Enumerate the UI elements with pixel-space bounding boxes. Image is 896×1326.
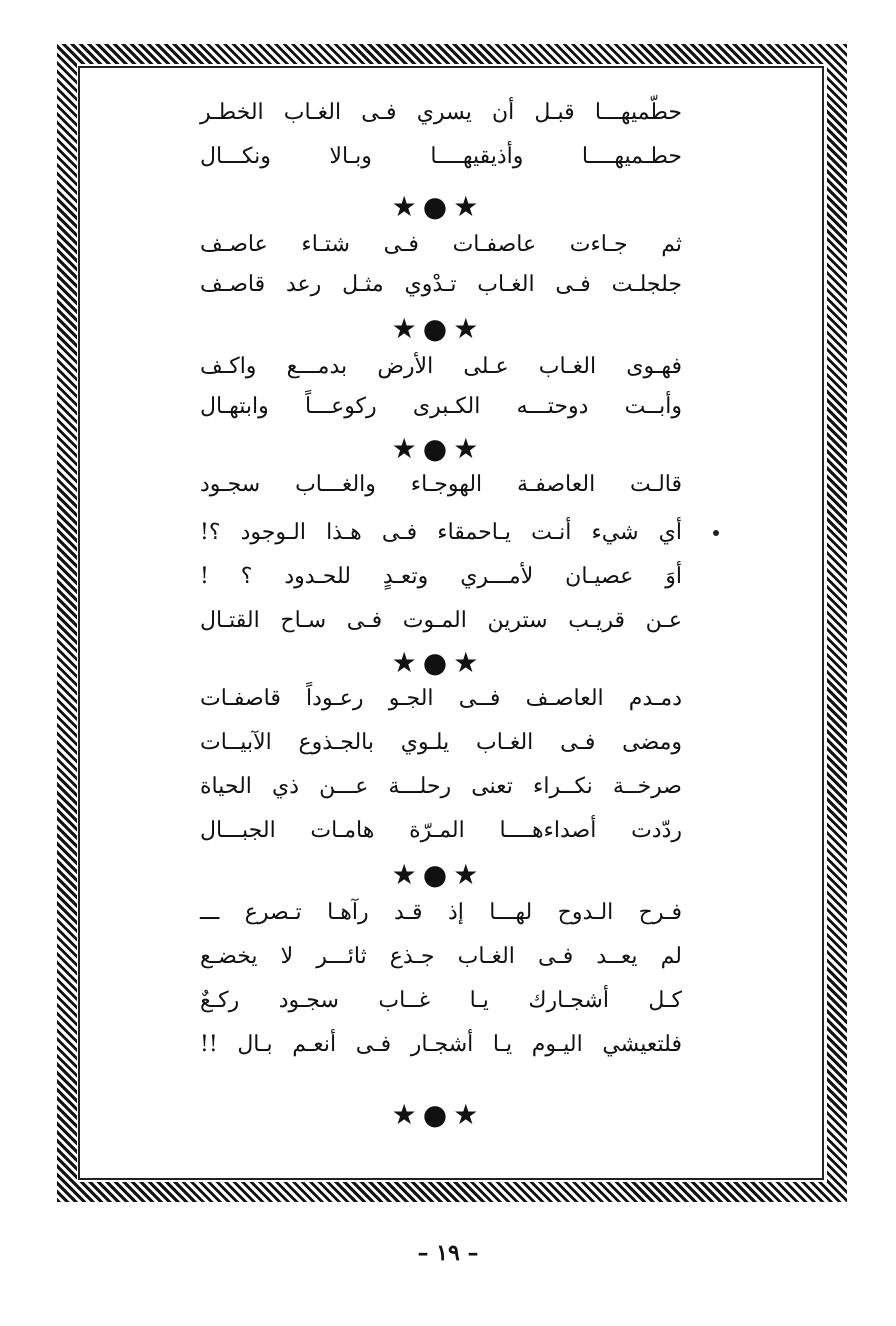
- stanza-separator: ★●★: [391, 432, 485, 465]
- verse-line: حطّميهـــا قبـل أن يسري فـى الغـاب الخطـر: [200, 100, 682, 125]
- stanza-separator: ★●★: [391, 190, 485, 223]
- verse-line: لم يعــد فـى الغـاب جـذع ثائـــر لا يخضـع: [200, 944, 682, 969]
- verse-line: عـن قريـب سترين المـوت فـى سـاح القتـال: [200, 608, 682, 633]
- verse-line: حطـميهــــا وأذيقيهــــا وبـالا ونكـــال: [200, 144, 682, 169]
- stanza-separator: ★●★: [391, 858, 485, 891]
- verse-line: ثم جـاءت عاصفـات فـى شتـاء عاصـف: [200, 232, 682, 257]
- page-number: – ١٩ –: [417, 1240, 479, 1266]
- verse-line: جلجلـت فـى الغـاب تـدْوي مثـل رعد قاصـف: [200, 272, 682, 297]
- verse-line: أي شيء أنـت يـاحمقاء فـى هـذا الـوجود ؟!: [200, 520, 682, 545]
- verse-line: ردّدت أصداءهــــا المـرّة هامـات الجبـــال: [200, 818, 682, 843]
- verse-line: فلتعيشي اليـوم يـا أشجـار فـى أنعـم بـال !!: [200, 1032, 682, 1057]
- verse-line: قالـت العاصفـة الهوجـاء والغـــاب سجـود: [200, 472, 682, 497]
- verse-line: فـرح الـدوح لهـــا إذ قـد رآهـا تـصرع ـــ: [200, 900, 682, 925]
- verse-line: أوَ عصيـان لأمـــري وتعـدٍ للحـدود ؟ !: [200, 564, 682, 589]
- verse-line: وأبــت دوحتـــه الكـبرى ركوعـــاً وابتهـال: [200, 394, 682, 419]
- verse-line: ومضى فـى الغـاب يلـوي بالجـذوع الآبيــات: [200, 730, 682, 755]
- verse-line: كـل أشجـارك يـا غــاب سجـود ركـعٌ: [200, 988, 682, 1013]
- margin-dot: [713, 530, 719, 536]
- stanza-separator: ★●★: [391, 646, 485, 679]
- verse-line: دمـدم العاصـف فــى الجـو رعـوداً قاصفـات: [200, 686, 682, 711]
- stanza-separator: ★●★: [391, 1098, 485, 1131]
- stanza-separator: ★●★: [391, 312, 485, 345]
- verse-line: فهـوى الغـاب عـلى الأرض بدمـــع واكـف: [200, 354, 682, 379]
- verse-line: صرخــة نكــراء تعنى رحلـــة عـــن ذي الحياة: [200, 774, 682, 799]
